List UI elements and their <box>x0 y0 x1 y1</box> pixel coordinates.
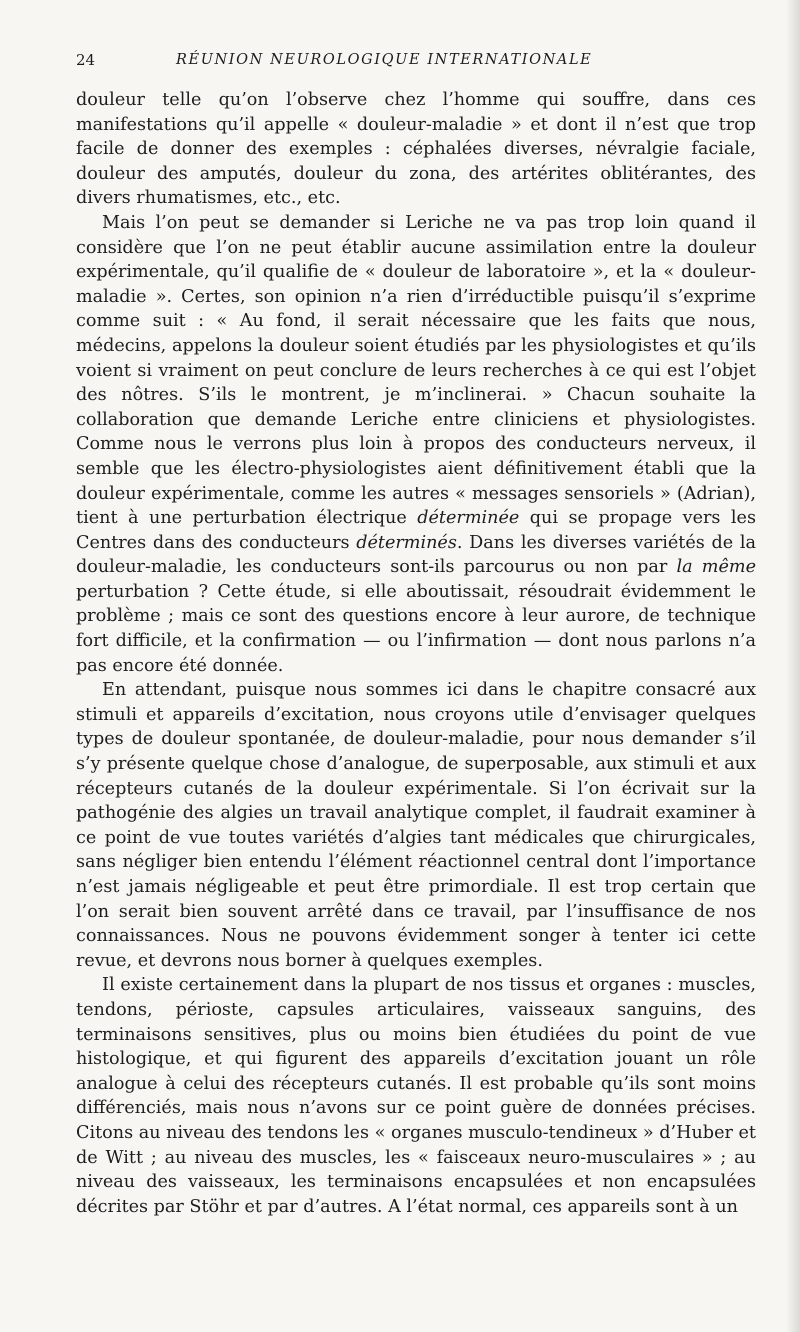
paragraph-1 <box>76 88 756 211</box>
text-segment: En attendant, puisque nous sommes ici dans le chapitre consacré aux stimuli et appareils d’excitation, nous croyons utile d’envisager quelques types de douleur spontanée, de douleur-maladie, pour nous demander s’il s’y présente quelque chose d’analogue, de superposable, aux stimuli et aux récepteurs cutanés de la douleur expérimentale. Si l’on écrivait sur la pathogénie des algies un travail analytique complet, il faudrait examiner à ce point de vue toutes variétés d’algies tant médicales que chirurgicales, sans négliger bien entendu l’élément réactionnel central dont l’importance n’est jamais négligeable et peut être primordiale. Il est trop certain que l’on serait bien souvent arrêté dans ce travail, par l’insuffisance de nos connaissances. Nous ne pouvons évidemment songer à tenter ici cette revue, et devrons nous borner à quelques exemples. <box>76 680 756 971</box>
text-segment: Mais l’on peut se demander si Leriche ne va pas trop loin quand il considère que l’on ne peut établir aucune assimilation entre la douleur expérimentale, qu’il qualifie de « douleur de laboratoire », et la « douleur-maladie ». Certes, son opinion n’a rien d’irréductible puisqu’il s’exprime comme suit : « Au fond, il serait nécessaire que les faits que nous, médecins, appelons la douleur soient étudiés par les physiologistes et qu’ils voient si vraiment on peut conclure de leurs recherches à ce qui est l’objet des nôtres. S’ils le montrent, je m’inclinerai. » Chacun souhaite la collaboration que demande Leriche entre cliniciens et physiologistes. Comme nous le verrons plus loin à propos des conducteurs nerveux, il semble que les électro-physiologistes aient définitivement établi que la douleur expérimentale, comme les autres « messages sensoriels » (Adrian), tient à une perturbation électrique <box>76 212 756 529</box>
italic-emphasis: déterminés <box>356 532 457 553</box>
page-number: 24 <box>76 51 96 69</box>
text-segment: douleur telle qu’on l’observe chez l’homme qui souffre, dans ces manifestations qu’il appelle « douleur-maladie » et dont il n’est que trop facile de donner des exemples : céphalées diverses, névralgie faciale, douleur des amputés, douleur du zona, des artérites oblitérantes, des divers rhumatismes, etc., etc. <box>76 90 756 209</box>
running-head-title: RÉUNION NEUROLOGIQUE INTERNATIONALE <box>176 52 593 68</box>
running-head <box>76 49 756 71</box>
text-segment: . Dans les diverses variétés de la douleur-maladie, les conducteurs sont-ils parcourus ou non par <box>76 532 756 578</box>
text-segment: perturbation ? Cette étude, si elle aboutissait, résoudrait évidemment le problème ; mais ce sont des questions encore à leur aurore, de technique fort difficile, et la confirmation — ou l’infirmation — dont nous parlons n’a pas encore été donnée. <box>76 581 756 676</box>
text-segment: qui se propage vers les Centres dans des conducteurs <box>76 508 756 553</box>
italic-emphasis: déterminée <box>417 508 520 529</box>
paragraph-3 <box>76 678 756 973</box>
paragraph-4 <box>76 973 756 1219</box>
paragraph-2 <box>76 211 756 678</box>
page-edge-shadow <box>786 0 800 1332</box>
body-text <box>76 88 756 1219</box>
text-segment: Il existe certainement dans la plupart de nos tissus et organes : muscles, tendons, périoste, capsules articulaires, vaisseaux sanguins, des terminaisons sensitives, plus ou moins bien étudiées du point de vue histologique, et qui figurent des appareils d’excitation jouant un rôle analogue à celui des récepteurs cutanés. Il est probable qu’ils sont moins différenciés, mais nous n’avons sur ce point guère de données précises. Citons au niveau des tendons les « organes musculo-tendineux » d’Huber et de Witt ; au niveau des muscles, les « faisceaux neuro-musculaires » ; au niveau des vaisseaux, les terminaisons encapsulées et non encapsulées décrites par Stöhr et par d’autres. A l’état normal, ces appareils sont à un <box>76 975 756 1217</box>
italic-emphasis: la même <box>676 557 756 578</box>
